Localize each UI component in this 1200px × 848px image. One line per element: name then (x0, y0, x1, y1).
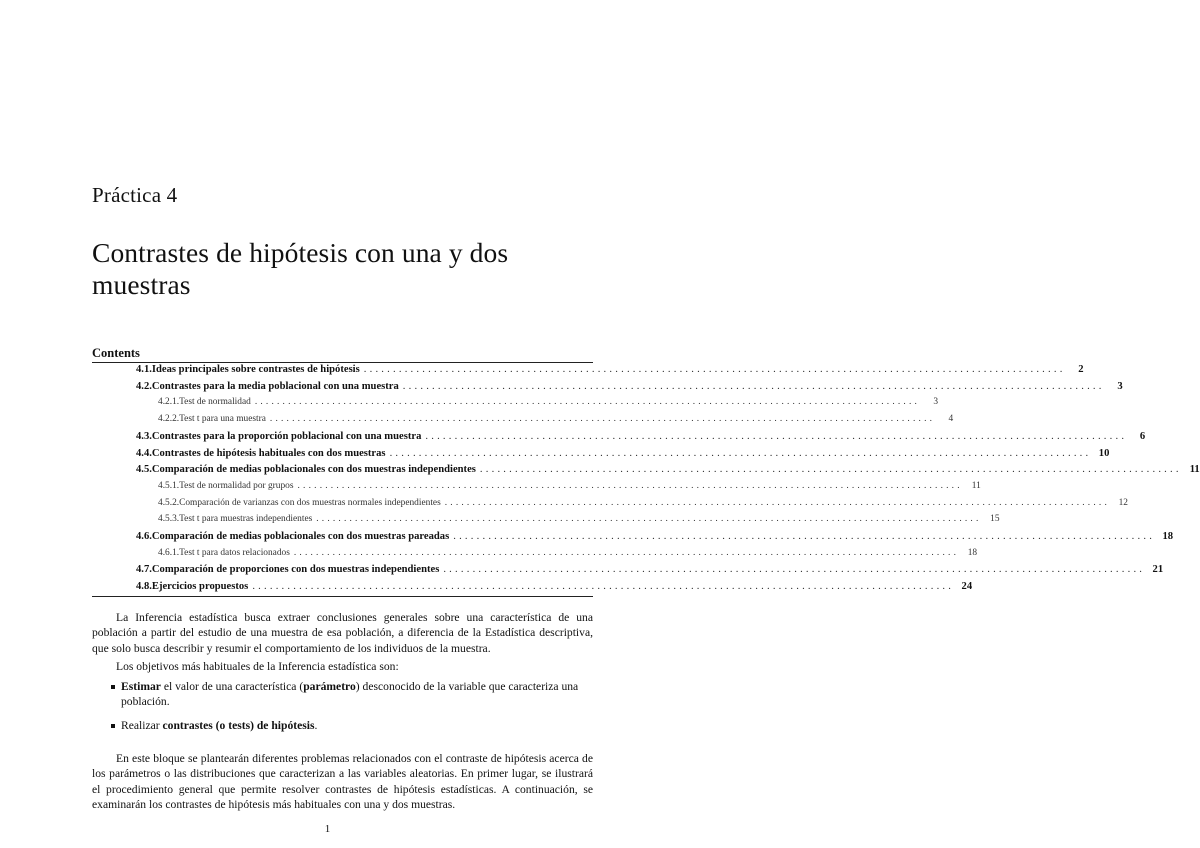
toc-entry[interactable] (158, 497, 1128, 514)
toc-entry-label: Contrastes de hipótesis habituales con dos muestras (151, 447, 386, 459)
bullet-text: Realizar (121, 718, 163, 732)
toc-entry-page: 4 (948, 414, 954, 425)
toc-leader-dots: ........................................................................................................................ (453, 531, 1156, 542)
objectives-paragraph: Los objetivos más habituales de la Inferencia estadística son: (116, 660, 399, 673)
toc-leader-dots: ........................................................................................................................ (293, 547, 960, 558)
list-item (92, 718, 593, 733)
toc-entry-page: 10 (1098, 447, 1110, 459)
toc-entry-page: 24 (961, 581, 973, 593)
toc-entry-page: 3 (1117, 380, 1123, 392)
list-item (92, 679, 593, 710)
toc-entry[interactable] (136, 564, 1164, 580)
toc-entry-page: 3 (933, 397, 939, 408)
toc-entry[interactable] (136, 430, 1146, 447)
toc-leader-dots: ........................................................................................................................ (402, 380, 1105, 392)
toc-entry[interactable] (136, 464, 1200, 480)
toc-entry-page: 12 (1118, 497, 1128, 508)
toc-entry-label: Comparación de medias poblacionales con dos muestras independientes (151, 464, 476, 476)
toc-entry-page: 11 (971, 480, 981, 491)
bullet-text: . (314, 718, 318, 732)
toc-entry-label: Test t para una muestra (179, 414, 266, 425)
toc-entry[interactable] (158, 414, 954, 430)
objectives-list (92, 679, 593, 741)
toc-entry-page: 15 (990, 514, 1000, 525)
toc-entry-number: 4.6.1. (158, 547, 180, 558)
toc-entry-number: 4.3. (136, 430, 152, 442)
toc-entry[interactable] (136, 447, 1110, 464)
toc-entry-label: Ejercicios propuestos (151, 581, 249, 593)
toc-entry-page: 2 (1078, 364, 1084, 375)
toc-entry-number: 4.7. (136, 564, 152, 576)
toc-entry-label: Contrastes para la media poblacional con una muestra (151, 380, 399, 392)
toc-entry[interactable] (158, 397, 939, 413)
toc-entry-number: 4.6. (136, 531, 152, 542)
toc-leader-dots: ........................................................................................................................ (363, 364, 1066, 375)
toc-entry-label: Comparación de varianzas con dos muestras normales independientes (179, 497, 441, 508)
contents-heading: Contents (92, 346, 140, 360)
toc-entry-number: 4.5.3. (158, 514, 180, 525)
toc-entry[interactable] (158, 547, 978, 564)
chapter-label: Práctica 4 (92, 183, 178, 207)
bullet-marker (111, 685, 115, 689)
toc-leader-dots: ........................................................................................................................ (444, 497, 1110, 508)
toc-entry-label: Test de normalidad (179, 397, 251, 408)
toc-entry-number: 4.2.2. (158, 414, 180, 425)
toc-entry-number: 4.1. (136, 364, 152, 375)
bold-term: contrastes (o tests) de hipótesis (162, 718, 315, 732)
bullet-text: el valor de una característica ( (160, 680, 304, 693)
toc-entry-label: Comparación de medias poblacionales con dos muestras pareadas (151, 531, 450, 542)
toc-entry-label: Test de normalidad por grupos (179, 480, 294, 491)
toc-entry[interactable] (136, 380, 1123, 397)
toc-entry-number: 4.2. (136, 380, 152, 392)
toc-leader-dots: ........................................................................................................................ (316, 514, 982, 525)
toc-leader-dots: ........................................................................................................................ (479, 464, 1182, 476)
toc-entry-number: 4.8. (136, 581, 152, 593)
toc-entry[interactable] (136, 581, 973, 597)
toc-entry-label: Test t para datos relacionados (179, 547, 290, 558)
toc-leader-dots: ........................................................................................................................ (297, 480, 963, 491)
page-number: 1 (324, 823, 331, 835)
toc-entry-label: Contrastes para la proporción poblacional con una muestra (151, 430, 422, 442)
toc-entry[interactable] (136, 531, 1174, 547)
toc-leader-dots: ........................................................................................................................ (252, 581, 955, 593)
toc-entry-page: 21 (1152, 564, 1164, 576)
toc-entry-number: 4.5. (136, 464, 152, 476)
toc-entry-page: 18 (967, 547, 978, 558)
toc-entry-number: 4.5.1. (158, 480, 180, 491)
toc-entry-label: Ideas principales sobre contrastes de hipótesis (151, 364, 360, 375)
toc-entry-label: Comparación de proporciones con dos muestras independientes (151, 564, 440, 576)
toc-entry-page: 11 (1189, 464, 1200, 476)
contents-top-rule (92, 362, 593, 363)
intro-paragraph: La Inferencia estadística busca extraer conclusiones generales sobre una característica de una población a partir del estudio de una muestra de esa población, a diferencia de la Estadística descriptiva, que solo busca describir y resumir el comportamiento de los individuos de la muestra. (92, 611, 593, 655)
toc-entry-number: 4.5.2. (158, 497, 180, 508)
toc-entry[interactable] (158, 514, 1000, 530)
toc-entry[interactable] (136, 364, 1084, 380)
bold-term: parámetro (303, 680, 356, 693)
chapter-title: Contrastes de hipótesis con una y dos muestras (92, 237, 509, 300)
toc-entry-number: 4.2.1. (158, 397, 180, 408)
toc-leader-dots: ........................................................................................................................ (389, 447, 1092, 459)
toc-entry-number: 4.4. (136, 447, 152, 459)
toc-leader-dots: ........................................................................................................................ (443, 564, 1146, 576)
toc-entry-page: 6 (1139, 430, 1146, 442)
contents-bottom-rule (92, 596, 593, 597)
block-description-paragraph: En este bloque se plantearán diferentes problemas relacionados con el contraste de hipótesis acerca de los parámetros o las distribuciones que caracterizan a las variables aleatorias. En primer lugar, se ilustrará el procedimiento general que permite resolver contrastes de hipótesis estadísticas. A continuación, se examinarán los contrastes de hipótesis más habituales con una y dos muestras. (92, 752, 593, 812)
toc-leader-dots: ........................................................................................................................ (269, 414, 936, 425)
toc-entry-label: Test t para muestras independientes (179, 514, 313, 525)
bold-term: Estimar (121, 680, 161, 693)
toc-leader-dots: ........................................................................................................................ (425, 430, 1128, 442)
toc-leader-dots: ........................................................................................................................ (254, 397, 921, 408)
bullet-marker (111, 724, 115, 728)
toc-entry-page: 18 (1162, 531, 1174, 542)
bullet-text: ) desconocido de la variable que caracteriza una población. (121, 680, 579, 709)
toc-entry[interactable] (158, 480, 981, 497)
